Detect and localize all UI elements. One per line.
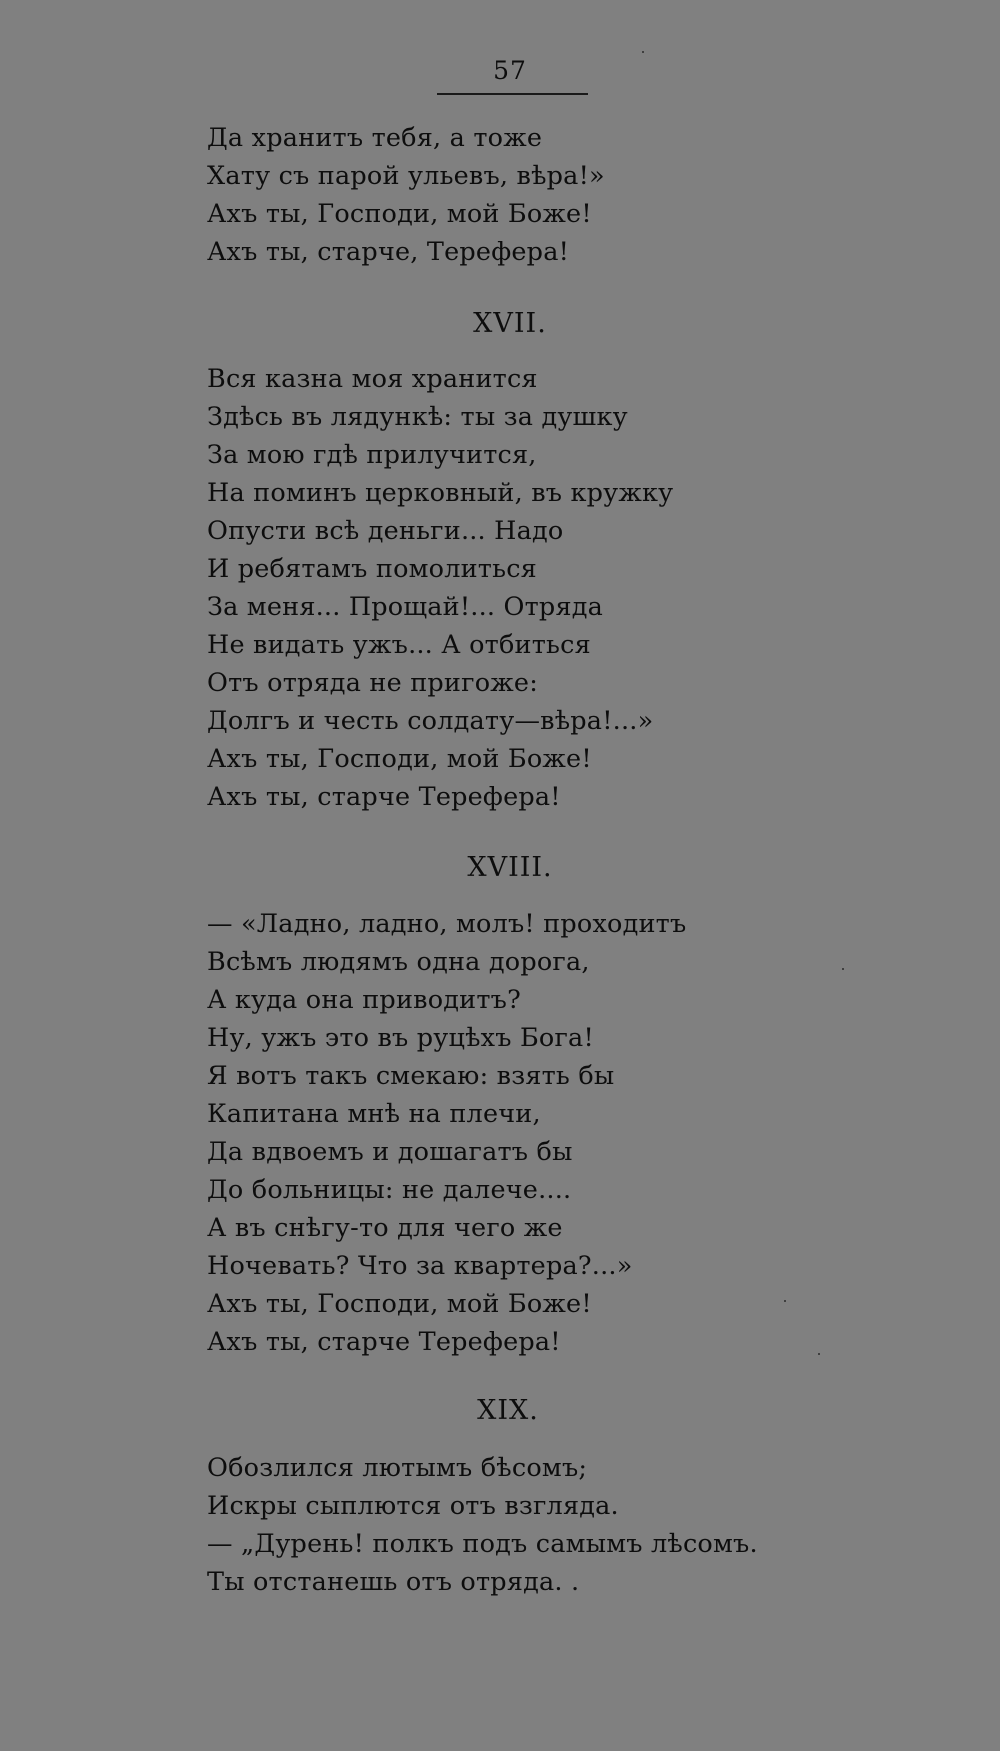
verse-line: Долгъ и честь солдату—вѣра!...» (207, 706, 654, 736)
stanza-heading-17: XVII. (473, 308, 547, 339)
verse-line: Хату съ парой ульевъ, вѣра!» (207, 161, 605, 191)
verse-line: Ну, ужъ это въ руцѣхъ Бога! (207, 1023, 594, 1053)
verse-line: Ахъ ты, старче Терефера! (207, 782, 561, 812)
verse-line: Я вотъ такъ смекаю: взять бы (207, 1061, 615, 1091)
stanza-17 (207, 360, 767, 816)
verse-line: Да хранитъ тебя, а тоже (207, 123, 543, 153)
stanza-18 (207, 905, 767, 1361)
scan-speck (818, 1353, 820, 1355)
stanza-heading-18: XVIII. (467, 852, 553, 883)
verse-line: Ахъ ты, Господи, мой Боже! (207, 744, 592, 774)
scan-speck (842, 968, 844, 970)
verse-line: Капитана мнѣ на плечи, (207, 1099, 541, 1129)
verse-line: Опусти всѣ деньги... Надо (207, 516, 564, 546)
verse-line: За меня... Прощай!... Отряда (207, 592, 604, 622)
verse-line: — „Дурень! полкъ подъ самымъ лѣсомъ. (207, 1529, 758, 1559)
stanza-19 (207, 1449, 767, 1601)
verse-line: Ахъ ты, Господи, мой Боже! (207, 1289, 592, 1319)
verse-line: За мою гдѣ прилучится, (207, 440, 537, 470)
scan-speck (784, 1300, 786, 1302)
verse-line: Ахъ ты, старче, Терефера! (207, 237, 570, 267)
verse-line: Отъ отряда не пригоже: (207, 668, 538, 698)
verse-line: Ахъ ты, Господи, мой Боже! (207, 199, 592, 229)
verse-line: Не видать ужъ... А отбиться (207, 630, 591, 660)
stanza-16-end (207, 119, 767, 271)
verse-line: А куда она приводитъ? (207, 985, 521, 1015)
verse-line: Ты отстанешь отъ отряда. . (207, 1567, 580, 1597)
verse-line: Вся казна моя хранится (207, 364, 538, 394)
verse-line: Здѣсь въ лядункѣ: ты за душку (207, 402, 628, 432)
page-number-rule (437, 93, 588, 95)
page-number: 57 (493, 56, 527, 85)
verse-line: Искры сыплются отъ взгляда. (207, 1491, 619, 1521)
verse-line: Да вдвоемъ и дошагатъ бы (207, 1137, 573, 1167)
verse-line: На поминъ церковный, въ кружку (207, 478, 674, 508)
stanza-heading-19: XIX. (477, 1395, 539, 1426)
verse-line: Всѣмъ людямъ одна дорога, (207, 947, 590, 977)
verse-line: Ахъ ты, старче Терефера! (207, 1327, 561, 1357)
verse-line: А въ снѣгу-то для чего же (207, 1213, 563, 1243)
verse-line: Обозлился лютымъ бѣсомъ; (207, 1453, 588, 1483)
scan-speck (642, 51, 644, 53)
verse-line: — «Ладно, ладно, молъ! проходитъ (207, 909, 687, 939)
verse-line: До больницы: не далече.... (207, 1175, 572, 1205)
verse-line: И ребятамъ помолиться (207, 554, 537, 584)
verse-line: Ночевать? Что за квартера?...» (207, 1251, 633, 1281)
